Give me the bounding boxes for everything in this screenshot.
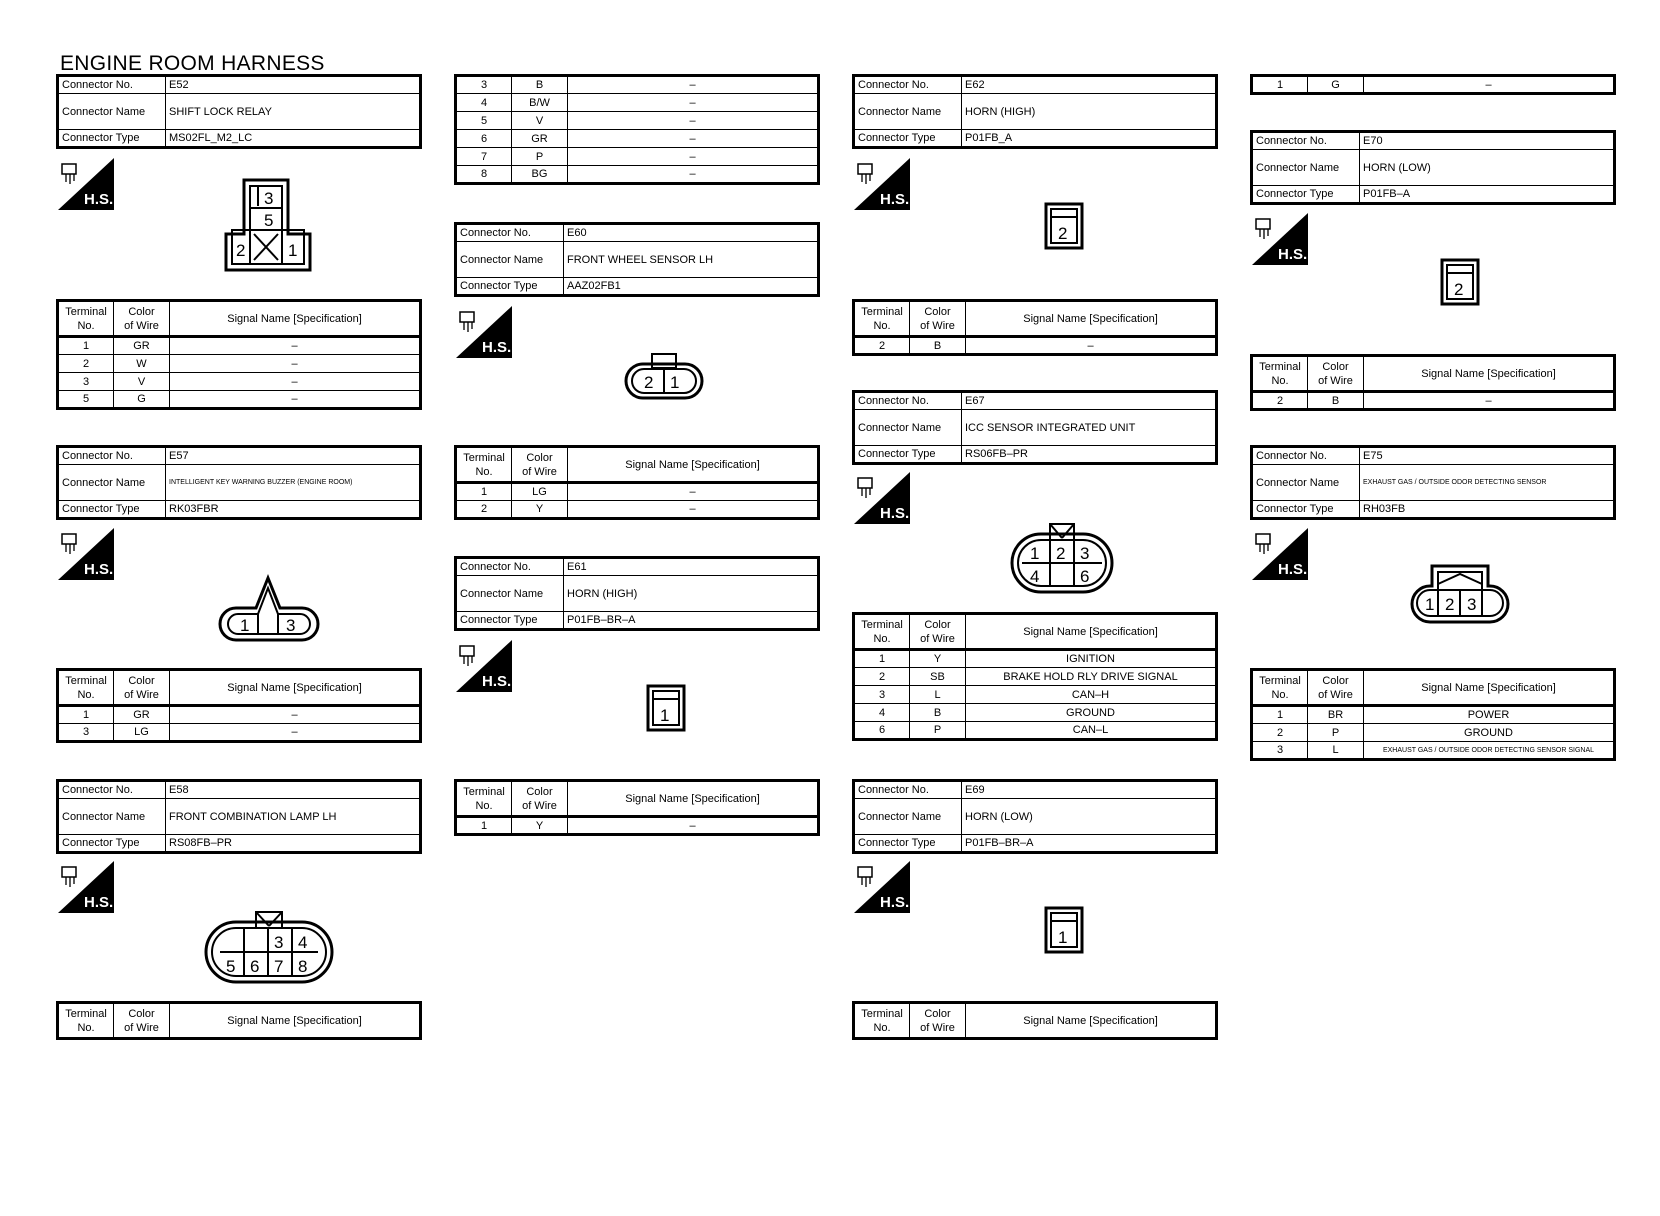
label-connector-type: Connector Type [58,501,166,519]
table-row: 2 Y – [456,501,819,519]
hs-badge-icon [854,158,910,210]
table-row: 6 GR – [456,130,819,148]
label-connector-no: Connector No. [854,392,962,410]
connector-info-e67 [852,390,1218,465]
terminal-table-e58 [56,1001,422,1040]
table-row: 3 V – [58,373,421,391]
connector-face-e67 [1010,522,1114,594]
connector-name: HORN (HIGH) [962,94,1217,130]
label-connector-name: Connector Name [854,410,962,446]
svg-text:4: 4 [1030,567,1040,586]
svg-text:H.S.: H.S. [84,561,114,578]
label-connector-no: Connector No. [58,76,166,94]
label-connector-type: Connector Type [854,835,962,853]
hs-badge-icon [854,861,910,913]
header-signal-name: Signal Name [Specification] [170,1003,421,1039]
table-row: 5 G – [58,391,421,409]
header-color-of-wire: Color of Wire [512,781,568,817]
svg-text:1: 1 [660,706,670,725]
header-color-of-wire: Color of Wire [910,1003,966,1039]
table-row: 1 GR – [58,337,421,355]
table-row: 7 P – [456,148,819,166]
table-row: 2 SB BRAKE HOLD RLY DRIVE SIGNAL [854,668,1217,686]
hs-badge-icon [1252,528,1308,580]
label-connector-no: Connector No. [854,781,962,799]
connector-info-e60 [454,222,820,297]
label-connector-name: Connector Name [456,576,564,612]
label-connector-no: Connector No. [1252,447,1360,465]
svg-text:H.S.: H.S. [880,894,910,911]
header-terminal-no: Terminal No. [58,670,114,706]
svg-text:2: 2 [1445,595,1455,614]
terminal-table-e62 [852,299,1218,356]
connector-info-e58 [56,779,422,854]
table-row: 2 B – [854,337,1217,355]
connector-no: E62 [962,76,1217,94]
hs-badge-icon [58,861,114,913]
table-row: 5 V – [456,112,819,130]
svg-text:H.S.: H.S. [880,191,910,208]
connector-info-e57 [56,445,422,520]
connector-info-e70 [1250,130,1616,205]
connector-face-e57 [216,574,322,644]
label-connector-name: Connector Name [58,465,166,501]
connector-type: RH03FB [1360,501,1615,519]
connector-name: FRONT COMBINATION LAMP LH [166,799,421,835]
header-color-of-wire: Color of Wire [910,301,966,337]
header-terminal-no: Terminal No. [1252,670,1308,706]
connector-no: E58 [166,781,421,799]
connector-no: E75 [1360,447,1615,465]
connector-face-e75 [1408,564,1512,626]
header-terminal-no: Terminal No. [58,301,114,337]
svg-text:H.S.: H.S. [880,505,910,522]
header-terminal-no: Terminal No. [456,781,512,817]
connector-name: EXHAUST GAS / OUTSIDE ODOR DETECTING SENSOR [1360,465,1615,501]
svg-text:7: 7 [274,957,284,976]
header-color-of-wire: Color of Wire [1308,670,1364,706]
header-color-of-wire: Color of Wire [1308,356,1364,392]
terminal-table-e61 [454,779,820,836]
header-signal-name: Signal Name [Specification] [1364,356,1615,392]
table-row: 1 LG – [456,483,819,501]
table-row: 1 Y – [456,817,819,835]
table-row: 3 LG – [58,724,421,742]
table-row: 4 B GROUND [854,704,1217,722]
connector-no: E69 [962,781,1217,799]
svg-text:3: 3 [1467,595,1477,614]
label-connector-type: Connector Type [1252,186,1360,204]
page-title: ENGINE ROOM HARNESS [60,52,325,75]
svg-text:3: 3 [274,933,284,952]
connector-face-e61 [646,684,686,732]
label-connector-name: Connector Name [456,242,564,278]
terminal-table-e69-cont [1250,74,1616,95]
header-signal-name: Signal Name [Specification] [966,614,1217,650]
hs-badge-icon [456,306,512,358]
header-color-of-wire: Color of Wire [512,447,568,483]
svg-text:H.S.: H.S. [482,673,512,690]
label-connector-type: Connector Type [58,130,166,148]
connector-type: P01FB–BR–A [564,612,819,630]
terminal-table-e70 [1250,354,1616,411]
connector-type: P01FB–A [1360,186,1615,204]
hs-badge-icon [456,640,512,692]
connector-type: P01FB_A [962,130,1217,148]
svg-text:1: 1 [670,373,680,392]
label-connector-no: Connector No. [456,558,564,576]
connector-name: HORN (LOW) [962,799,1217,835]
header-terminal-no: Terminal No. [854,1003,910,1039]
connector-type: P01FB–BR–A [962,835,1217,853]
svg-text:3: 3 [1080,544,1090,563]
connector-type: AAZ02FB1 [564,278,819,296]
connector-info-e75 [1250,445,1616,520]
table-row: 2 P GROUND [1252,724,1615,742]
header-color-of-wire: Color of Wire [114,301,170,337]
connector-type: RS06FB–PR [962,446,1217,464]
terminal-table-e75 [1250,668,1616,761]
svg-text:6: 6 [1080,567,1090,586]
svg-text:1: 1 [1058,928,1068,947]
table-row: 8 BG – [456,166,819,184]
svg-text:1: 1 [288,241,298,260]
label-connector-no: Connector No. [1252,132,1360,150]
header-signal-name: Signal Name [Specification] [568,781,819,817]
svg-text:H.S.: H.S. [84,894,114,911]
label-connector-name: Connector Name [854,799,962,835]
label-connector-name: Connector Name [854,94,962,130]
label-connector-type: Connector Type [58,835,166,853]
svg-text:2: 2 [1056,544,1066,563]
table-row: 3 B – [456,76,819,94]
svg-text:2: 2 [1454,280,1464,299]
connector-type: RS08FB–PR [166,835,421,853]
connector-no: E70 [1360,132,1615,150]
connector-name: HORN (LOW) [1360,150,1615,186]
connector-info-e52 [56,74,422,149]
connector-info-e69 [852,779,1218,854]
table-row: 3 L EXHAUST GAS / OUTSIDE ODOR DETECTING SENSOR SIGNAL [1252,742,1615,760]
svg-text:H.S.: H.S. [1278,246,1308,263]
header-color-of-wire: Color of Wire [910,614,966,650]
header-signal-name: Signal Name [Specification] [966,1003,1217,1039]
svg-text:1: 1 [1030,544,1040,563]
terminal-table-e60 [454,445,820,520]
svg-text:H.S.: H.S. [84,191,114,208]
svg-text:2: 2 [1058,224,1068,243]
label-connector-type: Connector Type [1252,501,1360,519]
svg-text:5: 5 [264,211,274,230]
svg-text:4: 4 [298,933,308,952]
connector-type: MS02FL_M2_LC [166,130,421,148]
label-connector-type: Connector Type [456,612,564,630]
table-row: 1 BR POWER [1252,706,1615,724]
table-row: 6 P CAN–L [854,722,1217,740]
table-row: 1 Y IGNITION [854,650,1217,668]
header-terminal-no: Terminal No. [854,614,910,650]
terminal-table-e58-cont [454,74,820,185]
connector-name: ICC SENSOR INTEGRATED UNIT [962,410,1217,446]
label-connector-no: Connector No. [58,781,166,799]
connector-face-e58 [204,910,334,984]
svg-text:5: 5 [226,957,236,976]
header-signal-name: Signal Name [Specification] [170,670,421,706]
connector-type: RK03FBR [166,501,421,519]
connector-info-e61 [454,556,820,631]
connector-face-e69 [1044,906,1084,954]
svg-text:H.S.: H.S. [1278,561,1308,578]
svg-text:6: 6 [250,957,260,976]
svg-text:2: 2 [644,373,654,392]
label-connector-type: Connector Type [456,278,564,296]
header-terminal-no: Terminal No. [854,301,910,337]
svg-text:H.S.: H.S. [482,339,512,356]
header-color-of-wire: Color of Wire [114,1003,170,1039]
label-connector-type: Connector Type [854,130,962,148]
label-connector-no: Connector No. [58,447,166,465]
label-connector-name: Connector Name [1252,465,1360,501]
connector-name: HORN (HIGH) [564,576,819,612]
header-signal-name: Signal Name [Specification] [568,447,819,483]
label-connector-type: Connector Type [854,446,962,464]
svg-text:2: 2 [236,241,246,260]
connector-face-e70 [1440,258,1480,306]
terminal-table-e67 [852,612,1218,741]
hs-badge-icon [58,528,114,580]
connector-face-e60 [624,352,704,400]
connector-name: FRONT WHEEL SENSOR LH [564,242,819,278]
terminal-table-e52 [56,299,422,410]
hs-badge-icon [1252,213,1308,265]
label-connector-name: Connector Name [58,799,166,835]
label-connector-no: Connector No. [456,224,564,242]
connector-face-e52 [224,178,314,272]
connector-name: SHIFT LOCK RELAY [166,94,421,130]
header-color-of-wire: Color of Wire [114,670,170,706]
table-row: 2 W – [58,355,421,373]
connector-no: E52 [166,76,421,94]
connector-no: E57 [166,447,421,465]
table-row: 3 L CAN–H [854,686,1217,704]
connector-no: E67 [962,392,1217,410]
svg-text:3: 3 [264,189,274,208]
table-row: 4 B/W – [456,94,819,112]
table-row: 1 GR – [58,706,421,724]
table-row: 1 G – [1252,76,1615,94]
connector-name: INTELLIGENT KEY WARNING BUZZER (ENGINE ROOM) [166,465,421,501]
svg-text:1: 1 [240,616,250,635]
connector-no: E60 [564,224,819,242]
hs-badge-icon [58,158,114,210]
header-terminal-no: Terminal No. [1252,356,1308,392]
svg-text:1: 1 [1425,595,1435,614]
label-connector-name: Connector Name [1252,150,1360,186]
header-signal-name: Signal Name [Specification] [170,301,421,337]
connector-info-e62 [852,74,1218,149]
header-terminal-no: Terminal No. [58,1003,114,1039]
hs-badge-icon [854,472,910,524]
header-terminal-no: Terminal No. [456,447,512,483]
svg-text:8: 8 [298,957,308,976]
terminal-table-e69 [852,1001,1218,1040]
header-signal-name: Signal Name [Specification] [1364,670,1615,706]
header-signal-name: Signal Name [Specification] [966,301,1217,337]
connector-face-e62 [1044,202,1084,250]
terminal-table-e57 [56,668,422,743]
label-connector-name: Connector Name [58,94,166,130]
connector-no: E61 [564,558,819,576]
svg-text:3: 3 [286,616,296,635]
table-row: 2 B – [1252,392,1615,410]
label-connector-no: Connector No. [854,76,962,94]
